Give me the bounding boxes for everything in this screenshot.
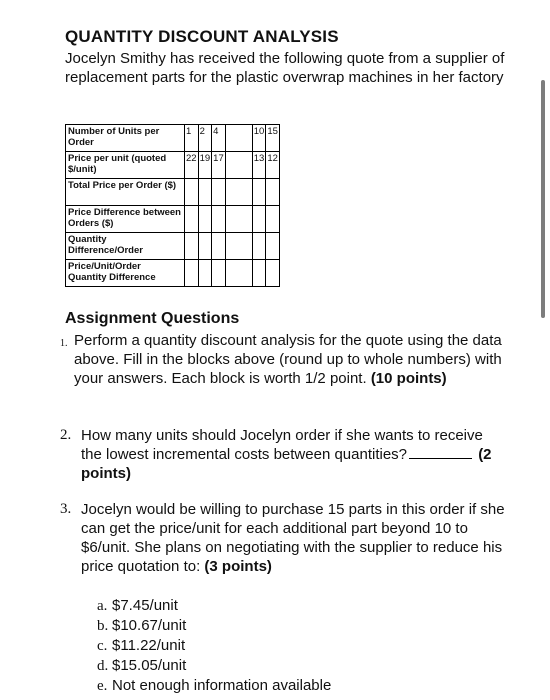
table-cell: 4	[212, 125, 226, 152]
quantity-discount-table	[65, 124, 280, 287]
table-cell: 17	[212, 152, 226, 179]
vertical-scrollbar[interactable]	[541, 80, 545, 318]
table-cell[interactable]	[252, 206, 266, 233]
row-label: Price/Unit/Order Quantity Difference	[66, 260, 185, 287]
table-cell[interactable]	[252, 179, 266, 206]
table-cell[interactable]	[225, 179, 252, 206]
table-cell[interactable]	[198, 179, 212, 206]
table-cell[interactable]	[266, 179, 280, 206]
table-cell: 1	[185, 125, 199, 152]
question-2-points: (2 points)	[81, 446, 492, 482]
table-cell	[225, 152, 252, 179]
question-2-text: How many units should Jocelyn order if she wants to receive the lowest incremental costs between quantities?	[81, 427, 483, 463]
table-cell[interactable]	[252, 260, 266, 287]
table-cell[interactable]	[185, 233, 199, 260]
row-label: Number of Units per Order	[66, 125, 185, 152]
table-cell[interactable]	[198, 260, 212, 287]
table-cell[interactable]	[198, 206, 212, 233]
table-cell[interactable]	[212, 179, 226, 206]
question-2	[60, 426, 505, 483]
question-3-number: 3.	[60, 501, 72, 517]
document-title: QUANTITY DISCOUNT ANALYSIS	[65, 27, 339, 46]
answer-blank[interactable]	[409, 445, 472, 459]
question-3-text: Jocelyn would be willing to purchase 15 parts in this order if she can get the price/unit for each additional part beyond 10 to $6/unit. She plans on negotiating with the supplier to reduce his price quotation to:	[81, 501, 505, 575]
option-e[interactable]: e. Not enough information available	[97, 677, 332, 694]
table-cell[interactable]	[266, 260, 280, 287]
question-1-text: Perform a quantity discount analysis for the quote using the data above. Fill in the blocks above (round up to whole numbers) with your answers. Each block is worth 1/2 point.	[74, 332, 502, 387]
option-a[interactable]: a. $7.45/unit	[97, 597, 178, 614]
table-cell: 2	[198, 125, 212, 152]
assignment-heading: Assignment Questions	[65, 310, 240, 327]
table-row	[66, 152, 280, 179]
question-1-points: (10 points)	[370, 370, 447, 387]
table-cell[interactable]	[252, 233, 266, 260]
table-cell: 10	[252, 125, 266, 152]
row-label: Price per unit (quoted $/unit)	[66, 152, 185, 179]
table-row	[66, 260, 280, 287]
option-b[interactable]: b. $10.67/unit	[97, 617, 187, 634]
table-row	[66, 233, 280, 260]
intro-paragraph: Jocelyn Smithy has received the following quote from a supplier of replacement parts for the plastic overwrap machines in her factory	[65, 50, 505, 86]
option-c[interactable]: c. $11.22/unit	[97, 637, 186, 654]
table-cell: 13	[252, 152, 266, 179]
table-cell[interactable]	[185, 179, 199, 206]
question-3-points: (3 points)	[204, 558, 272, 575]
table-cell: 12	[266, 152, 280, 179]
table-cell[interactable]	[266, 206, 280, 233]
table-cell[interactable]	[212, 260, 226, 287]
table-row	[66, 206, 280, 233]
question-3	[60, 500, 505, 576]
table-cell[interactable]	[225, 260, 252, 287]
row-label: Price Difference between Orders ($)	[66, 206, 185, 233]
row-label: Total Price per Order ($)	[66, 179, 185, 206]
table-cell	[225, 125, 252, 152]
table-row	[66, 125, 280, 152]
table-cell[interactable]	[198, 233, 212, 260]
table-cell[interactable]	[185, 260, 199, 287]
question-1-number: 1.	[60, 338, 68, 349]
table-cell: 22	[185, 152, 199, 179]
question-1	[60, 331, 505, 388]
question-2-number: 2.	[60, 427, 72, 443]
table-cell[interactable]	[185, 206, 199, 233]
table-cell[interactable]	[225, 206, 252, 233]
table-cell[interactable]	[212, 233, 226, 260]
row-label: Quantity Difference/Order	[66, 233, 185, 260]
answer-options	[97, 596, 331, 696]
table-cell[interactable]	[212, 206, 226, 233]
table-cell[interactable]	[266, 233, 280, 260]
option-d[interactable]: d. $15.05/unit	[97, 657, 187, 674]
table-cell[interactable]	[225, 233, 252, 260]
table-cell: 19	[198, 152, 212, 179]
table-cell: 15	[266, 125, 280, 152]
table-row	[66, 179, 280, 206]
